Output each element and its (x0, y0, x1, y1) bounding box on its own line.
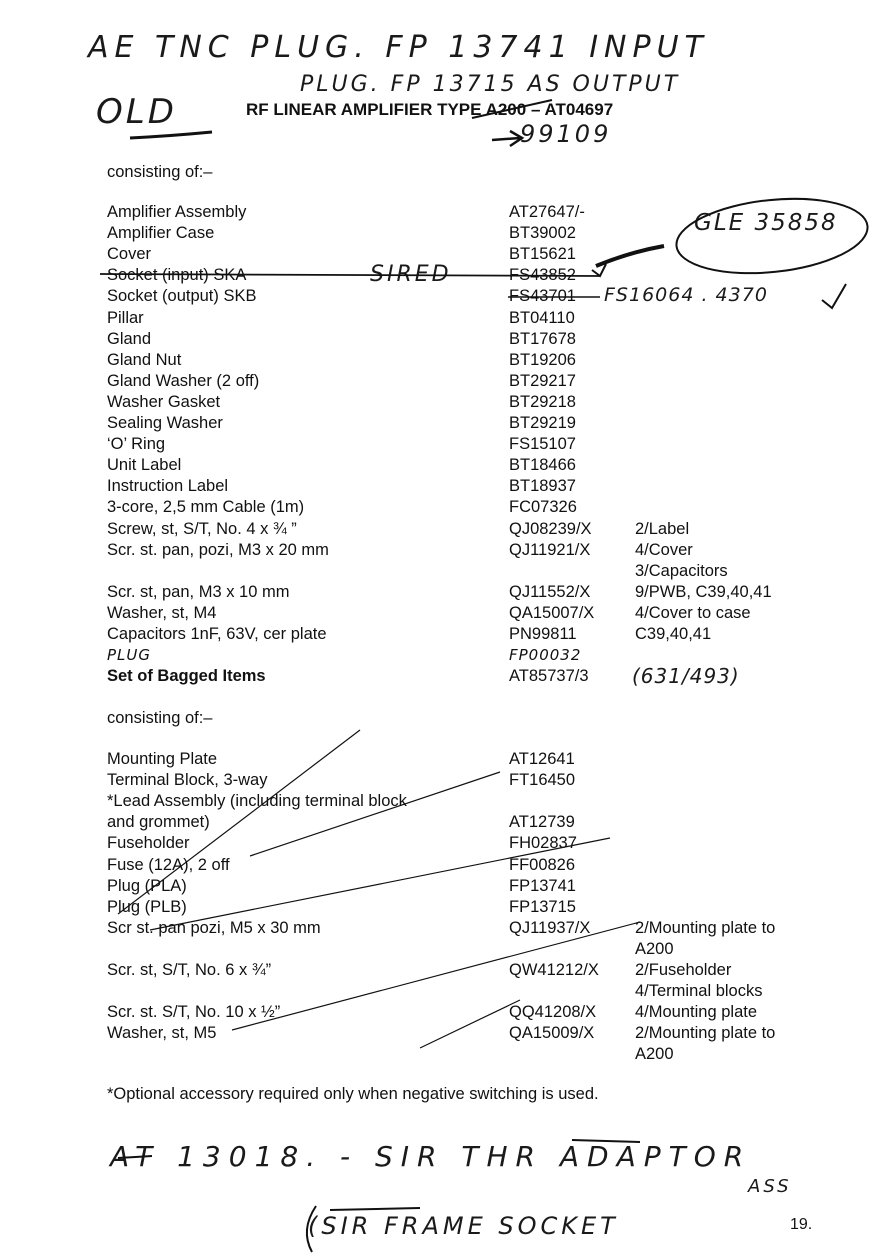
part-name: Gland Washer (2 off) (107, 371, 260, 390)
handwritten-top-number: 99109 (520, 120, 612, 148)
part-note: A200 (635, 1045, 674, 1064)
handwritten-old: OLD (96, 92, 177, 132)
part-note: 4/Cover to case (635, 603, 751, 622)
handwritten-top-line1: AE TNC PLUG. FP 13741 INPUT (88, 30, 709, 65)
handwritten-socket-replacement: FS16064 . 4370 (604, 284, 768, 306)
part-code: PN99811 (509, 625, 577, 643)
part-note: 4/Cover (635, 540, 693, 559)
part-code: BT29218 (509, 392, 576, 411)
part-note: 3/Capacitors (635, 561, 728, 580)
part-note: C39,40,41 (635, 625, 712, 643)
part-note: A200 (635, 939, 674, 958)
part-name: Washer, st, M5 (107, 1024, 217, 1043)
part-code: AT12739 (509, 813, 575, 832)
part-name: Plug (PLB) (107, 897, 187, 916)
part-code: FC07326 (509, 498, 577, 517)
part-name: Cover (107, 245, 152, 264)
part-code: BT15621 (509, 245, 576, 264)
part-name: Sealing Washer (107, 414, 223, 432)
part-name: Pillar (107, 308, 144, 327)
part-code: BT18937 (509, 477, 576, 496)
part-code: FF00826 (509, 855, 576, 874)
part-name: *Lead Assembly (including terminal block (107, 792, 407, 811)
handwritten-sired: SIRED (370, 262, 452, 287)
part-name: 3-core, 2,5 mm Cable (1m) (107, 498, 305, 517)
part-code: BT17678 (509, 329, 576, 348)
part-name: Washer Gasket (107, 392, 221, 411)
part-name: Terminal Block, 3-way (107, 771, 268, 790)
part-name: Scr. st. S/T, No. 10 x ½” (107, 1003, 281, 1022)
part-code: FP13715 (509, 897, 576, 916)
part-name: Unit Label (107, 456, 182, 475)
part-code: BT18466 (509, 456, 576, 475)
part-code: BT29217 (509, 371, 576, 390)
part-code: QA15009/X (509, 1024, 595, 1043)
part-name: Scr. st, pan, M3 x 10 mm (107, 582, 290, 601)
part-code: QW41212/X (509, 961, 599, 979)
part-note: 4/Terminal blocks (635, 982, 763, 1001)
part-code: QQ41208/X (509, 1003, 597, 1022)
part-code: BT39002 (509, 224, 576, 243)
handwritten-set-ref: (631/493) (632, 664, 740, 688)
part-code: QJ11937/X (509, 918, 591, 937)
part-code: AT12641 (509, 750, 575, 768)
part-code: FH02837 (509, 834, 577, 853)
handwritten-top-line2: PLUG. FP 13715 AS OUTPUT (300, 72, 681, 97)
handwritten-bottom-line3: (SIR FRAME SOCKET (308, 1212, 619, 1240)
part-code: FS15107 (509, 435, 576, 454)
part-code: BT29219 (509, 414, 576, 432)
part-name: Capacitors 1nF, 63V, cer plate (107, 625, 327, 643)
document-title: RF LINEAR AMPLIFIER TYPE A200 – AT04697 (246, 100, 614, 119)
part-name: PLUG (107, 646, 152, 665)
footnote: *Optional accessory required only when negative switching is used. (107, 1085, 599, 1103)
part-name: Mounting Plate (107, 750, 218, 768)
page-number: 19. (790, 1216, 813, 1233)
handwritten-bottom-line2: ASS (748, 1176, 792, 1197)
part-note: 2/Mounting plate to (635, 918, 776, 937)
consisting-of-bagged-heading: consisting of:– (107, 709, 213, 727)
part-name: Set of Bagged Items (107, 667, 266, 686)
part-name: Scr. st. pan, pozi, M3 x 20 mm (107, 540, 329, 559)
part-code: QA15007/X (509, 603, 595, 622)
part-name: Plug (PLA) (107, 876, 187, 895)
part-note: 2/Label (635, 519, 690, 538)
part-name: Fuse (12A), 2 off (107, 855, 230, 874)
part-name: Screw, st, S/T, No. 4 x ¾ ” (107, 519, 297, 538)
part-code: FS43852 (509, 266, 576, 285)
part-note: 4/Mounting plate (635, 1003, 758, 1022)
part-name: ‘O’ Ring (107, 435, 166, 454)
part-code: FP00032 (509, 646, 582, 665)
part-name: and grommet) (107, 813, 210, 832)
part-name: Instruction Label (107, 477, 229, 496)
part-name: Scr st. pan pozi, M5 x 30 mm (107, 918, 321, 937)
consisting-of-heading: consisting of:– (107, 163, 213, 181)
part-code: AT27647/- (509, 203, 585, 221)
part-name: Socket (input) SKA (107, 266, 247, 285)
handwritten-bottom-line1: AT 13018. - SIR THR ADAPTOR (110, 1140, 752, 1173)
part-name: Scr. st, S/T, No. 6 x ¾” (107, 961, 272, 979)
part-name: Amplifier Assembly (107, 203, 247, 221)
part-name: Fuseholder (107, 834, 190, 853)
part-code: QJ11921/X (509, 540, 591, 559)
part-name: Socket (output) SKB (107, 287, 257, 306)
part-code: BT19206 (509, 350, 576, 369)
part-code: FS43701 (509, 287, 576, 306)
handwritten-ref-circle: GLE 35858 (694, 210, 838, 236)
part-code: QJ08239/X (509, 519, 592, 538)
part-note: 2/Mounting plate to (635, 1024, 776, 1043)
part-name: Gland (107, 329, 152, 348)
part-name: Washer, st, M4 (107, 603, 217, 622)
part-code: FT16450 (509, 771, 576, 790)
part-note: 2/Fuseholder (635, 961, 732, 979)
part-note: 9/PWB, C39,40,41 (635, 582, 772, 601)
part-code: QJ11552/X (509, 582, 591, 601)
part-name: Gland Nut (107, 350, 182, 369)
part-code: BT04110 (509, 308, 575, 327)
part-code: FP13741 (509, 876, 576, 895)
part-code: AT85737/3 (509, 667, 589, 686)
part-name: Amplifier Case (107, 224, 215, 243)
